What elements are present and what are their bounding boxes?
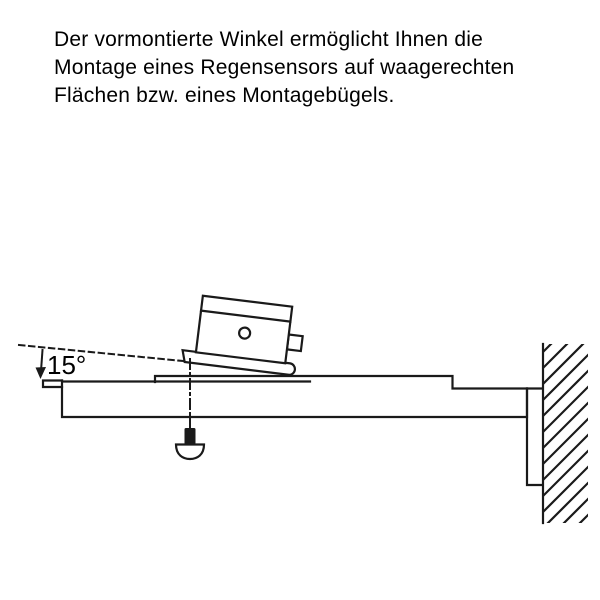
caption-line-1: Der vormontierte Winkel ermöglicht Ihnen die: [54, 28, 483, 51]
rain-sensor: [181, 294, 306, 376]
angle-label: 15°: [47, 350, 87, 380]
screw-head: [176, 445, 204, 460]
caption-line-2: Montage eines Regensensors auf waagerechten: [54, 56, 515, 79]
tilt-reference-dashed-line: [19, 345, 188, 362]
screw-shank: [185, 428, 196, 445]
mounting-screw: [176, 428, 204, 459]
bracket-left-tab: [43, 381, 62, 388]
wall-hatching: [543, 306, 589, 560]
caption-line-3: Flächen bzw. eines Montagebügels.: [54, 84, 395, 107]
sensor-hole: [238, 327, 250, 339]
mounting-bracket-arm: [62, 376, 541, 417]
bracket-wall-plate: [527, 389, 542, 486]
angle-arrow: [36, 350, 47, 379]
